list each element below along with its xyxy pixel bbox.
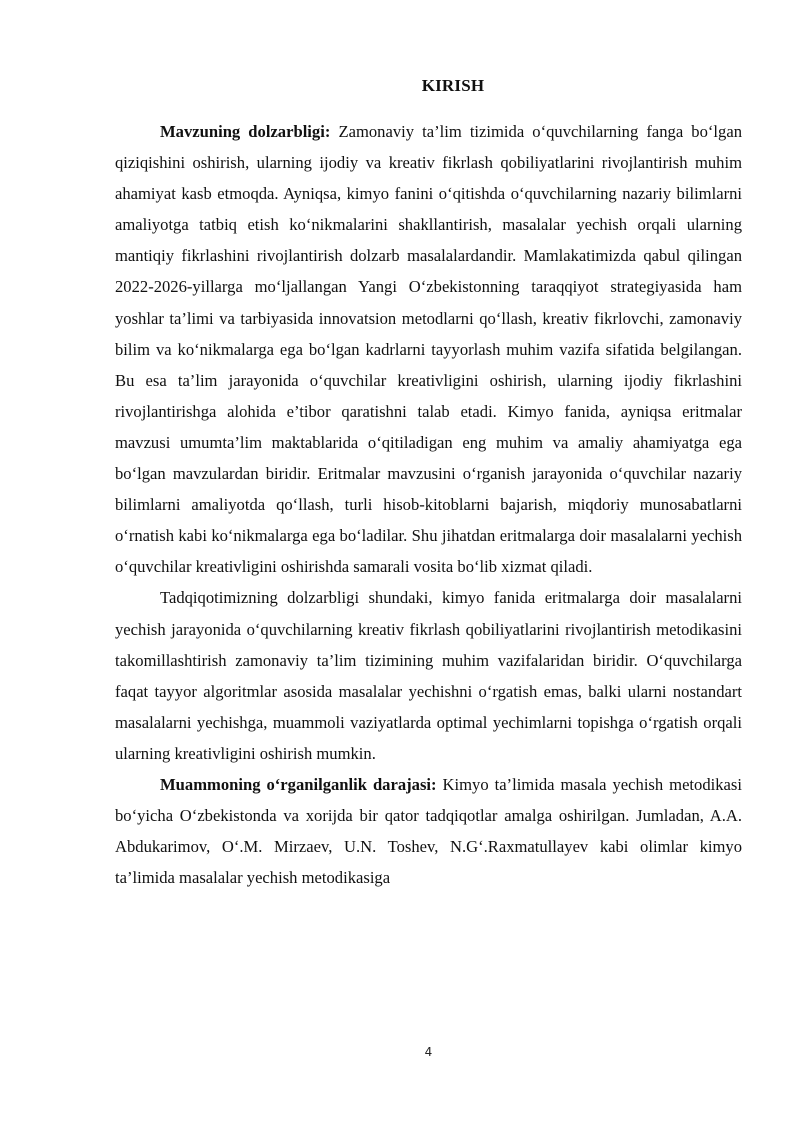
paragraph-text: Kimyo ta’limida masala yechish metodikasi bo‘yicha O‘zbekistonda va xorijda bir qator tadqiqotlar amalga oshirilgan. Jumladan, A.A. Abdukarimov, O‘.M. Mirzaev, U.N. Toshev, N.G‘.Raxmatullayev kabi olimlar kimyo ta’limida masalalar yechish metodikasiga (115, 774, 742, 888)
paragraph-lead: Muammoning o‘rganilganlik darajasi: (160, 774, 437, 794)
body-text (115, 116, 742, 893)
section-heading: KIRISH (421, 76, 485, 95)
paragraph-research-relevance (115, 582, 742, 769)
paragraph-lead: Mavzuning dolzarbligi: (160, 122, 331, 141)
paragraph-relevance (115, 116, 742, 582)
paragraph-problem-study (115, 769, 742, 893)
page-number: 4 (424, 1045, 433, 1059)
paragraph-text: Zamonaviy ta’lim tizimida o‘quvchilarning fanga bo‘lgan qiziqishini oshirish, ularning ijodiy va kreativ fikrlash qobiliyatlarini rivojlantirish muhim ahamiyat kasb etmoqda. Ayniqsa, kimyo fanini o‘qitishda o‘quvchilarning nazariy bilimlarni amaliyotga tatbiq etish ko‘nikmalarini shakllantirish, masalalar yechish orqali ularning mantiqiy fikrlashini rivojlantirish dolzarb masalalardandir. Mamlakatimizda qabul qilingan 2022-2026-yillarga mo‘ljallangan Yangi O‘zbekistonning taraqqiyot strategiyasida ham yoshlar ta’limi va tarbiyasida innovatsion metodlarni qo‘llash, kreativ fikrlovchi, zamonaviy bilim va ko‘nikmalarga ega bo‘lgan kadrlarni tayyorlash muhim vazifa sifatida belgilangan. Bu esa ta’lim jarayonida o‘quvchilar kreativligini oshirish, ularning ijodiy fikrlashini rivojlantirishga alohida e’tibor qaratishni talab etadi. Kimyo fanida, ayniqsa eritmalar mavzusi umumta’lim maktablarida o‘qitiladigan eng muhim va amaliy ahamiyatga ega bo‘lgan mavzulardan biridir. Eritmalar mavzusini o‘rganish jarayonida o‘quvchilar nazariy bilimlarni amaliyotda qo‘llash, turli hisob-kitoblarni bajarish, miqdoriy munosabatlarni o‘rnatish kabi ko‘nikmalarga ega bo‘ladilar. Shu jihatdan eritmalarga doir masalalarni yechish o‘quvchilar kreativligini oshirishda samarali vosita bo‘lib xizmat qiladi. (115, 122, 742, 577)
paragraph-text: Tadqiqotimizning dolzarbligi shundaki, kimyo fanida eritmalarga doir masalalarni yechish jarayonida o‘quvchilarning kreativ fikrlash qobiliyatlarini rivojlantirish metodikasini takomillashtirish zamonaviy ta’lim tizimining muhim vazifalaridan biridir. O‘quvchilarga faqat tayyor algoritmlar asosida masalalar yechishni o‘rgatish emas, balki ularni nostandart masalalarni yechishga, muammoli vaziyatlarda optimal yechimlarni topishga o‘rgatish orqali ularning kreativligini oshirish mumkin. (115, 588, 742, 763)
